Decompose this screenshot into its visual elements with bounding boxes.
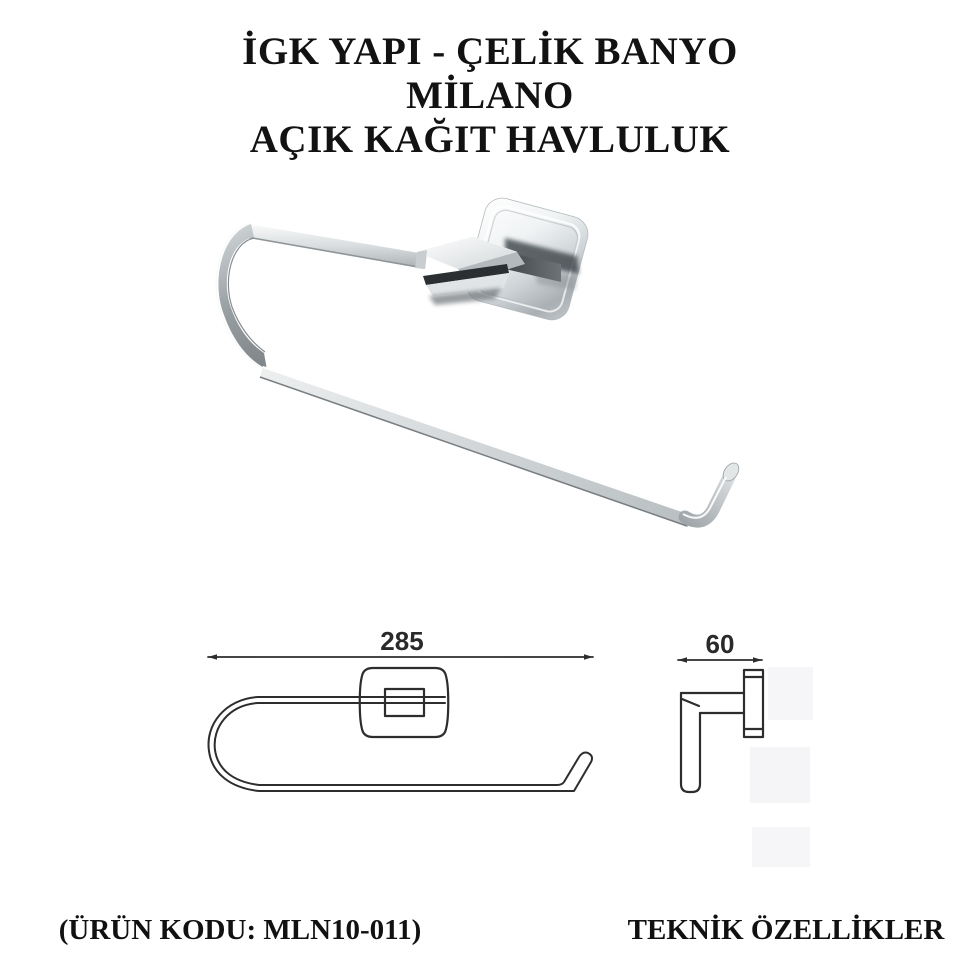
- bar-top-run: [247, 222, 427, 269]
- page-title: [0, 30, 980, 162]
- bar-bottom-run: [260, 366, 691, 527]
- front-bar-outline: [208, 697, 592, 791]
- side-dimension-label: 60: [705, 629, 735, 659]
- side-bar-outline: [681, 693, 700, 792]
- tech-specs-title: TEKNİK ÖZELLİKLER: [627, 914, 945, 946]
- front-view-svg: [195, 625, 615, 810]
- background-artifacts: [750, 667, 813, 867]
- side-plate-outline: [744, 670, 763, 737]
- front-dimension-label: 285: [380, 626, 424, 656]
- bar-hook-tip: [683, 460, 742, 521]
- bar-left-loop: [216, 223, 268, 371]
- title-line-brand: İGK YAPI - ÇELİK BANYO: [242, 30, 738, 73]
- product-photo: [205, 172, 765, 562]
- front-view-drawing: [195, 625, 615, 810]
- title-line-series: MİLANO: [406, 74, 574, 117]
- side-view-svg: [655, 625, 815, 875]
- side-view-drawing: [655, 625, 815, 875]
- title-line-product: AÇIK KAĞIT HAVLULUK: [249, 118, 731, 161]
- product-photo-svg: [205, 172, 765, 562]
- product-code: (ÜRÜN KODU: MLN10-011): [58, 914, 422, 946]
